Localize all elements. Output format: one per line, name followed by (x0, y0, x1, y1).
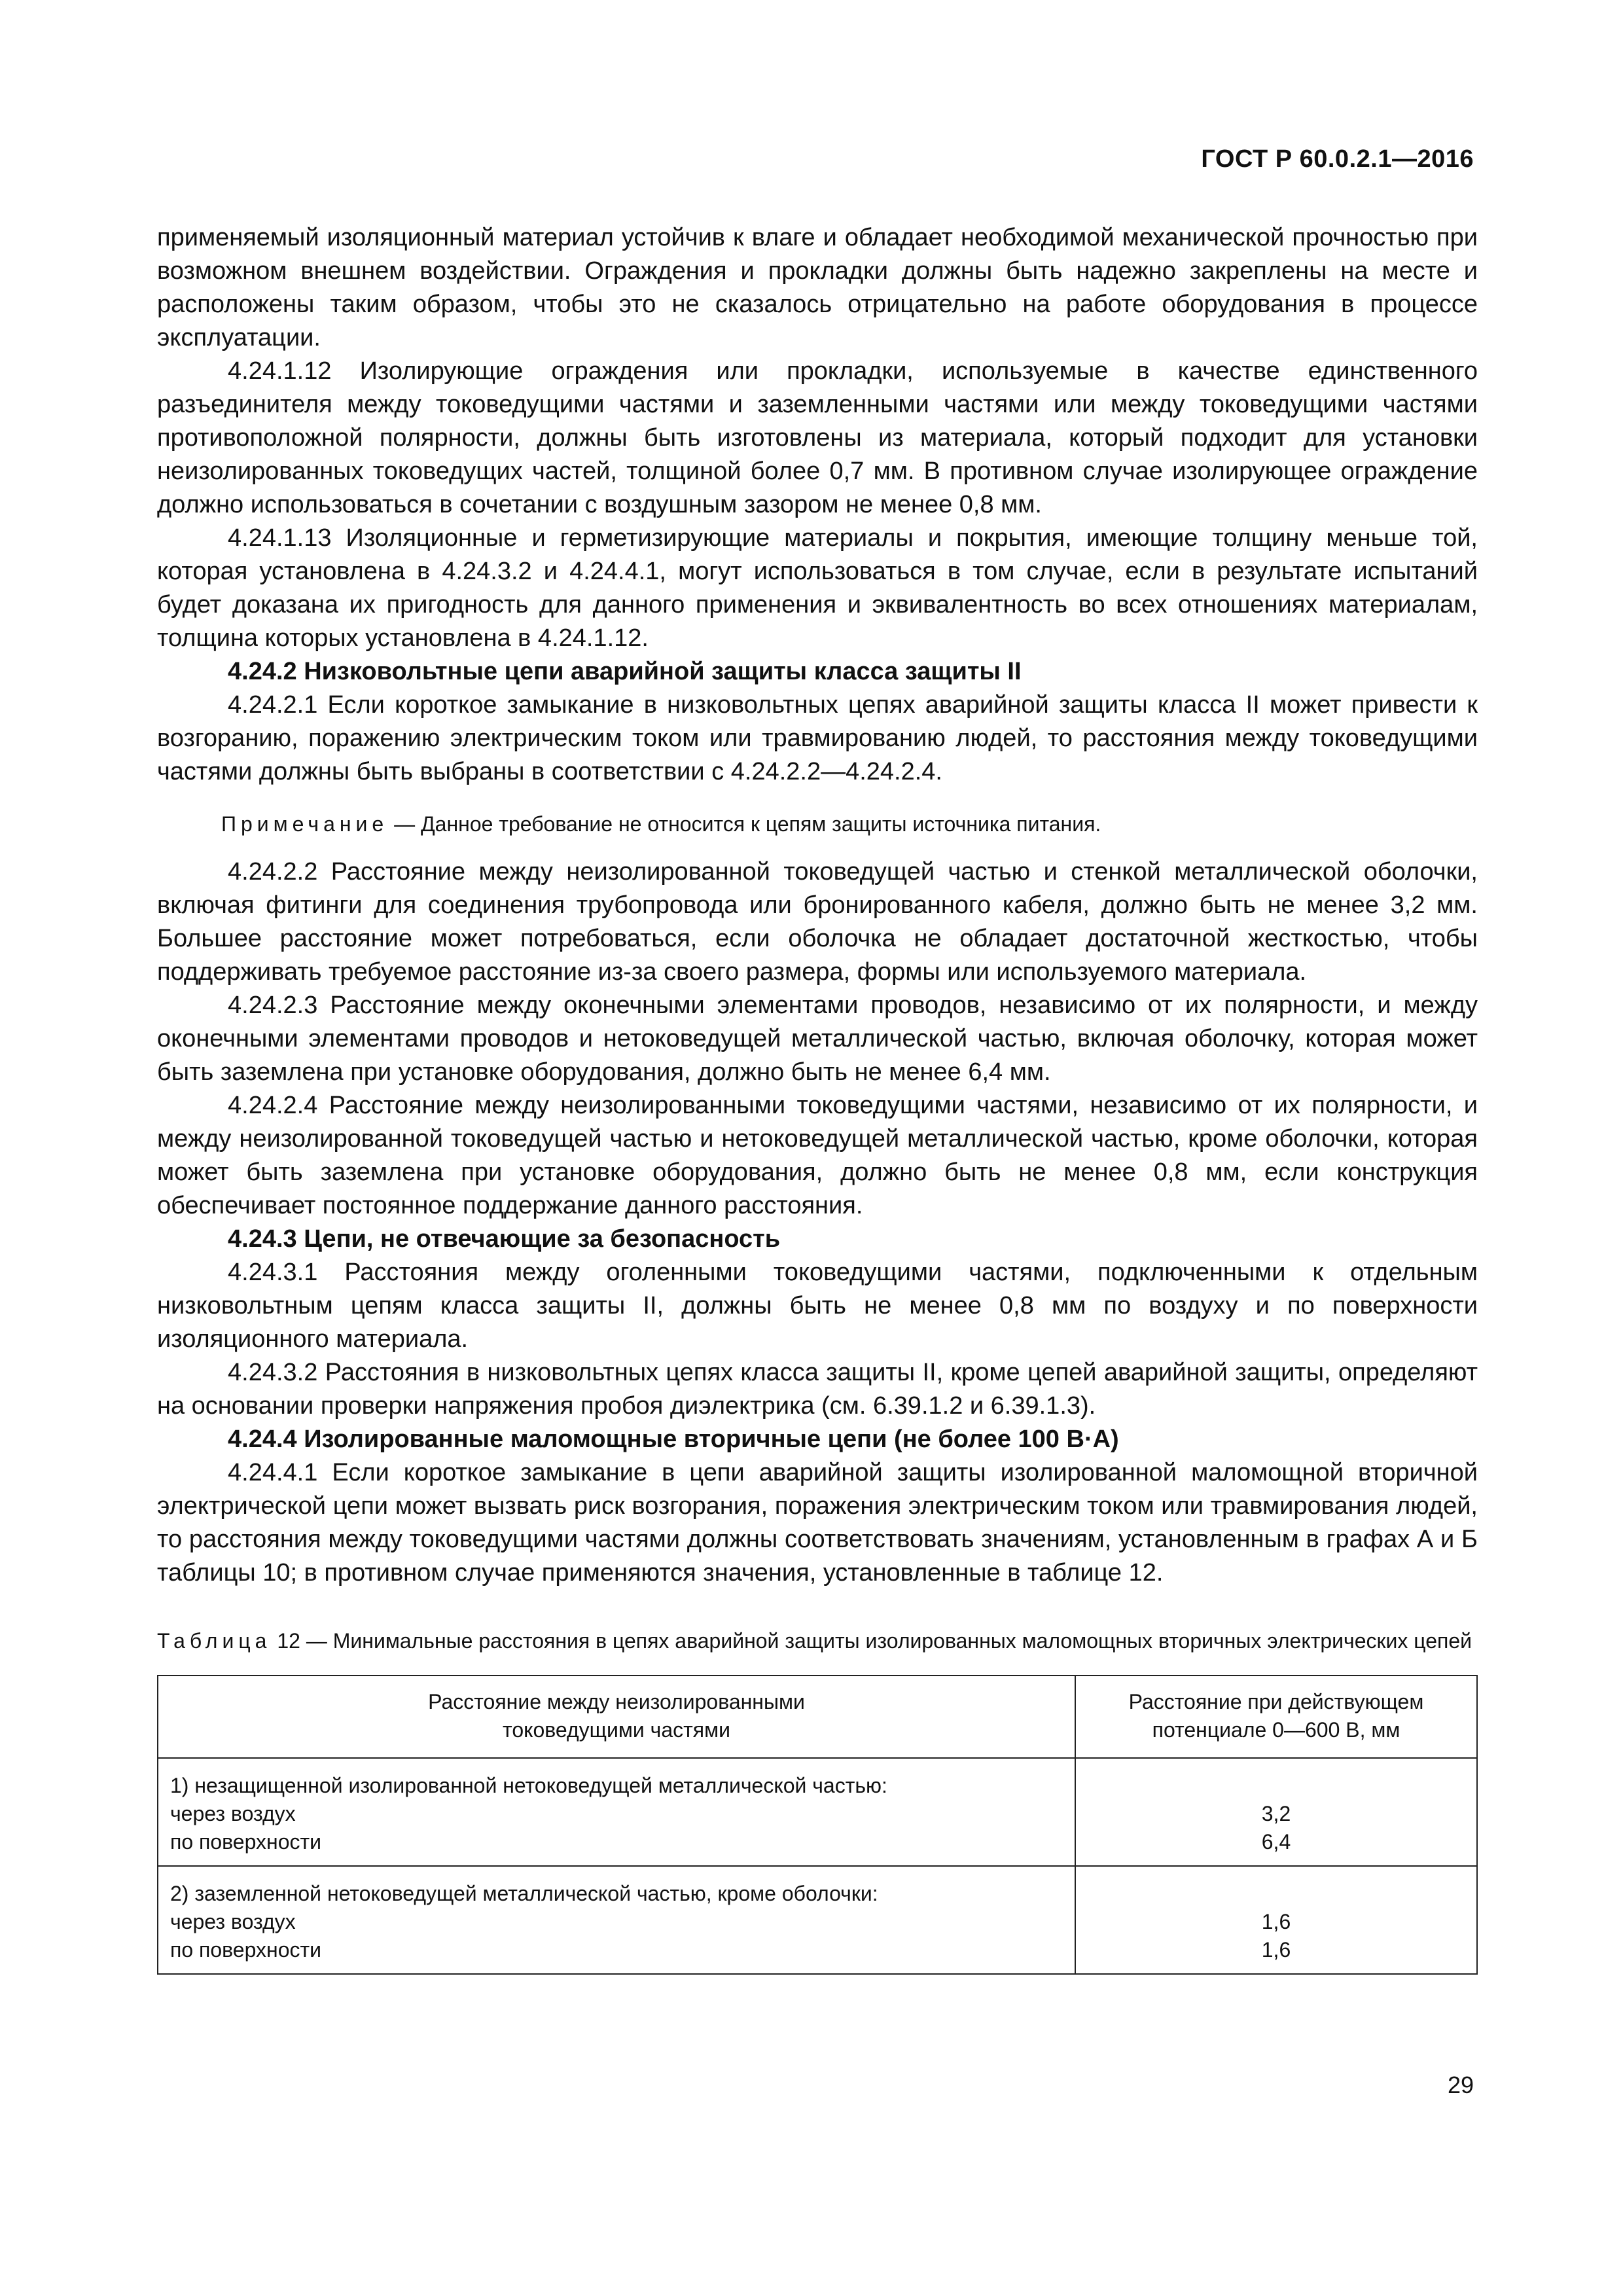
table-cell-values (1075, 1758, 1477, 1866)
value-surface: 6,4 (1261, 1830, 1291, 1854)
distance-table (157, 1675, 1478, 1975)
page-number: 29 (1447, 2072, 1474, 2098)
table-cell-description (158, 1866, 1075, 1974)
paragraph-continuation: применяемый изоляционный материал устойчив к влаге и обладает необходимой механической прочностью при возможном внешнем воздействии. Ограждения и прокладки должны быть надежно закреплены на месте и расположены таким образом, чтобы это не сказалось отрицательно на работе оборудования в процессе эксплуатации. (157, 224, 1478, 351)
page-body (157, 221, 1478, 1975)
row-title: 2) заземленной нетоковедущей металлической частью, кроме оболочки: (170, 1882, 878, 1905)
note (157, 810, 1478, 838)
note-text: — Данное требование не относится к цепям защиты источника питания. (388, 812, 1101, 836)
header-col1-line1: Расстояние между неизолированными (428, 1690, 805, 1713)
section-heading-4-24-3: 4.24.3 Цепи, не отвечающие за безопасность (228, 1225, 781, 1253)
note-label: Примечание (221, 812, 389, 836)
row-sub-surface: по поверхности (170, 1938, 322, 1962)
paragraph-4-24-4-1: 4.24.4.1 Если короткое замыкание в цепи аварийной защиты изолированной маломощной вторичной электрической цепи может вызвать риск возгорания, поражения электрическим током или травмирования людей, то расстояния между токоведущими частями должны соответствовать значениям, установленным в графах А и Б таблицы 10; в противном случае применяются значения, установленные в таблице 12. (157, 1459, 1478, 1587)
header-col2-line1: Расстояние при действующем (1128, 1690, 1424, 1713)
table-row (158, 1758, 1477, 1866)
table-caption-label: Таблица (157, 1629, 272, 1653)
paragraph-4-24-2-2: 4.24.2.2 Расстояние между неизолированной токоведущей частью и стенкой металлической оболочки, включая фитинги для соединения трубопровода или бронированного кабеля, должно быть не менее 3,2 мм. Большее расстояние может потребоваться, если оболочка не обладает достаточной жесткостью, чтобы поддерживать требуемое расстояние из-за своего размера, формы или используемого материала. (157, 858, 1478, 986)
paragraph-4-24-1-13: 4.24.1.13 Изоляционные и герметизирующие материалы и покрытия, имеющие толщину меньше той, которая установлена в 4.24.3.2 и 4.24.4.1, могут использоваться в том случае, если в результате испытаний будет доказана их пригодность для данного применения и эквивалентность во всех отношениях материалам, толщина которых установлена в 4.24.1.12. (157, 524, 1478, 652)
section-heading-4-24-4: 4.24.4 Изолированные маломощные вторичные цепи (не более 100 В·А) (228, 1426, 1119, 1453)
row-sub-air: через воздух (170, 1802, 296, 1825)
row-sub-surface: по поверхности (170, 1830, 322, 1854)
paragraph-4-24-2-3: 4.24.2.3 Расстояние между оконечными элементами проводов, независимо от их полярности, и между оконечными элементами проводов и нетоковедущей металлической частью, включая оболочку, которая может быть заземлена при установке оборудования, должно быть не менее 6,4 мм. (157, 992, 1478, 1086)
row-sub-air: через воздух (170, 1910, 296, 1933)
table-caption (157, 1626, 1478, 1655)
row-title: 1) незащищенной изолированной нетоковедущей металлической частью: (170, 1774, 887, 1797)
paragraph-4-24-3-1: 4.24.3.1 Расстояния между оголенными токоведущими частями, подключенными к отдельным низковольтным цепям класса защиты II, должны быть не менее 0,8 мм по воздуху и по поверхности изоляционного материала. (157, 1259, 1478, 1353)
table-cell-values (1075, 1866, 1477, 1974)
value-air: 3,2 (1261, 1802, 1291, 1825)
header-col2-line2: потенциале 0—600 В, мм (1152, 1718, 1400, 1742)
table-header-distance (158, 1676, 1075, 1758)
table-header-value (1075, 1676, 1477, 1758)
value-surface: 1,6 (1261, 1938, 1291, 1962)
paragraph-4-24-1-12: 4.24.1.12 Изолирующие ограждения или прокладки, используемые в качестве единственного разъединителя между токоведущими частями и заземленными частями или между токоведущими частями противоположной полярности, должны быть изготовлены из материала, который подходит для установки неизолированных токоведущих частей, толщиной более 0,7 мм. В противном случае изолирующее ограждение должно использоваться в сочетании с воздушным зазором не менее 0,8 мм. (157, 357, 1478, 518)
paragraph-4-24-3-2: 4.24.3.2 Расстояния в низковольтных цепях класса защиты II, кроме цепей аварийной защиты, определяют на основании проверки напряжения пробоя диэлектрика (см. 6.39.1.2 и 6.39.1.3). (157, 1359, 1478, 1420)
table-header-row (158, 1676, 1477, 1758)
value-air: 1,6 (1261, 1910, 1291, 1933)
section-heading-4-24-2: 4.24.2 Низковольтные цепи аварийной защиты класса защиты II (228, 658, 1022, 685)
paragraph-4-24-2-4: 4.24.2.4 Расстояние между неизолированными токоведущими частями, независимо от их полярности, и между неизолированной токоведущей частью и нетоковедущей металлической частью, кроме оболочки, которая может быть заземлена при установке оборудования, должно быть не менее 0,8 мм, если конструкция обеспечивает постоянное поддержание данного расстояния. (157, 1092, 1478, 1219)
table-cell-description (158, 1758, 1075, 1866)
table-caption-text: 12 — Минимальные расстояния в цепях аварийной защиты изолированных маломощных вторичных электрических цепей (271, 1629, 1472, 1653)
header-col1-line2: токоведущими частями (503, 1718, 730, 1742)
paragraph-4-24-2-1: 4.24.2.1 Если короткое замыкание в низковольтных цепях аварийной защиты класса II может привести к возгоранию, поражению электрическим током или травмированию людей, то расстояния между токоведущими частями должны быть выбраны в соответствии с 4.24.2.2—4.24.2.4. (157, 691, 1478, 785)
table-row (158, 1866, 1477, 1974)
document-code-header: ГОСТ Р 60.0.2.1—2016 (1201, 145, 1474, 173)
